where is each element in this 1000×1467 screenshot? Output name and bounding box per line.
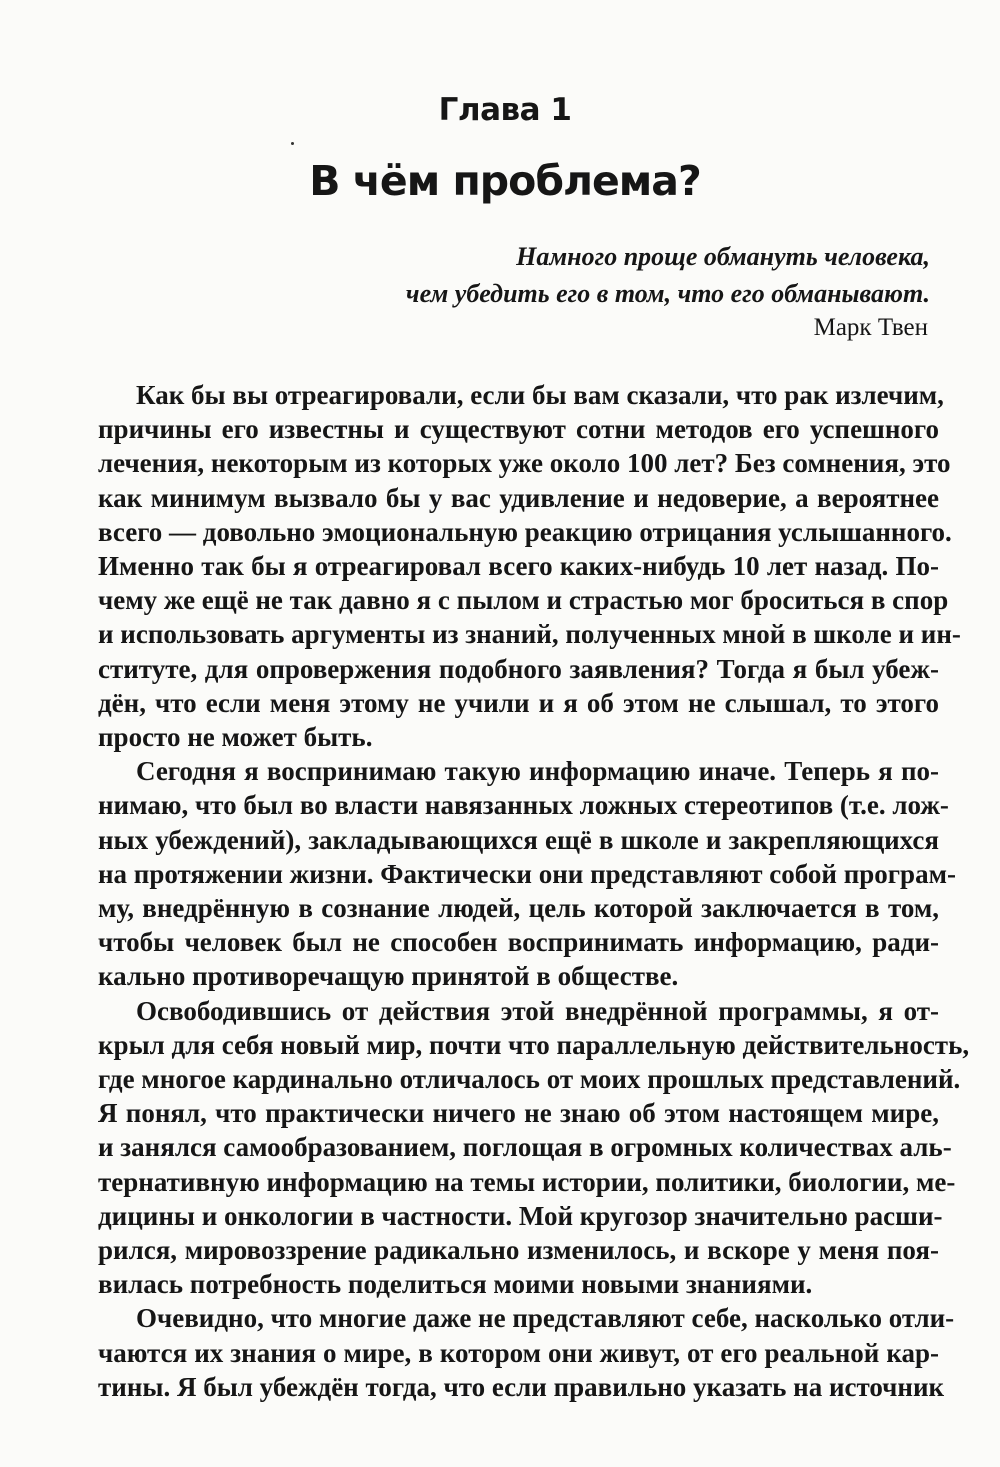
print-speck	[291, 142, 294, 145]
text-line: Я понял, что практически ничего не знаю об этом настоящем мире,	[98, 1098, 939, 1129]
text-line: как минимум вызвало бы у вас удивление и недоверие, а вероятнее	[98, 482, 939, 513]
text-line: кально противоречащую принятой в обществе.	[98, 961, 679, 992]
text-line: и использовать аргументы из знаний, полученных мной в школе и ин-	[98, 619, 961, 650]
epigraph-line: чем убедить его в том, что его обманывают.	[405, 279, 930, 308]
text-line: чтобы человек был не способен воспринимать информацию, ради-	[98, 927, 939, 958]
text-line: всего — довольно эмоциональную реакцию отрицания услышанного.	[98, 516, 952, 547]
epigraph-line: Намного проще обмануть человека,	[516, 242, 930, 271]
chapter-title: В чём проблема?	[309, 157, 701, 205]
text-line: тины. Я был убеждён тогда, что если правильно указать на источник	[98, 1371, 945, 1402]
text-line: и занялся самообразованием, поглощая в огромных количествах аль-	[98, 1132, 952, 1163]
text-line: рился, мировоззрение радикально изменилось, и вскоре у меня поя-	[98, 1235, 939, 1266]
text-line: Сегодня я воспринимаю такую информацию иначе. Теперь я по-	[136, 756, 939, 787]
paragraph	[98, 754, 956, 993]
text-line: чаются их знания о мире, в котором они живут, от его реальной кар-	[98, 1337, 939, 1368]
text-line: чему же ещё не так давно я с пылом и страстью мог броситься в спор	[98, 585, 949, 616]
body-text	[98, 378, 970, 1404]
text-line: дён, что если меня этому не учили и я об этом не слышал, то этого	[98, 687, 939, 718]
text-line: причины его известны и существуют сотни методов его успешного	[98, 414, 939, 445]
paragraph	[98, 378, 961, 754]
text-line: вилась потребность поделиться моими новыми знаниями.	[98, 1269, 813, 1300]
text-line: Именно так бы я отреагировал всего каких-нибудь 10 лет назад. По-	[98, 551, 939, 582]
text-line: на протяжении жизни. Фактически они представляют собой програм-	[98, 858, 956, 889]
text-line: нимаю, что был во власти навязанных ложных стереотипов (т.е. лож-	[98, 790, 949, 821]
chapter-label: Глава 1	[438, 92, 572, 128]
text-line: тернативную информацию на темы истории, политики, биологии, ме-	[98, 1166, 956, 1197]
text-line: Как бы вы отреагировали, если бы вам сказали, что рак излечим,	[136, 380, 944, 410]
paragraph	[98, 1301, 955, 1404]
text-line: крыл для себя новый мир, почти что параллельную действительность,	[98, 1029, 970, 1060]
text-line: ных убеждений), закладывающихся ещё в школе и закрепляющихся	[98, 824, 939, 855]
text-line: лечения, некоторым из которых уже около 100 лет? Без сомнения, это	[98, 448, 951, 479]
text-line: Освободившись от действия этой внедрённой программы, я от-	[136, 995, 939, 1026]
epigraph	[406, 238, 930, 312]
paragraph	[98, 994, 970, 1302]
text-line: дицины и онкологии в частности. Мой кругозор значительно расши-	[98, 1200, 943, 1231]
text-line: где многое кардинально отличалось от моих прошлых представлений.	[98, 1064, 961, 1095]
text-line: просто не может быть.	[98, 722, 373, 753]
text-line: ституте, для опровержения подобного заявления? Тогда я был убеж-	[98, 653, 939, 684]
text-line: му, внедрённую в сознание людей, цель которой заключается в том,	[98, 893, 939, 924]
epigraph-author: Марк Твен	[813, 314, 928, 341]
text-line: Очевидно, что многие даже не представляют себе, насколько отли-	[136, 1303, 955, 1334]
